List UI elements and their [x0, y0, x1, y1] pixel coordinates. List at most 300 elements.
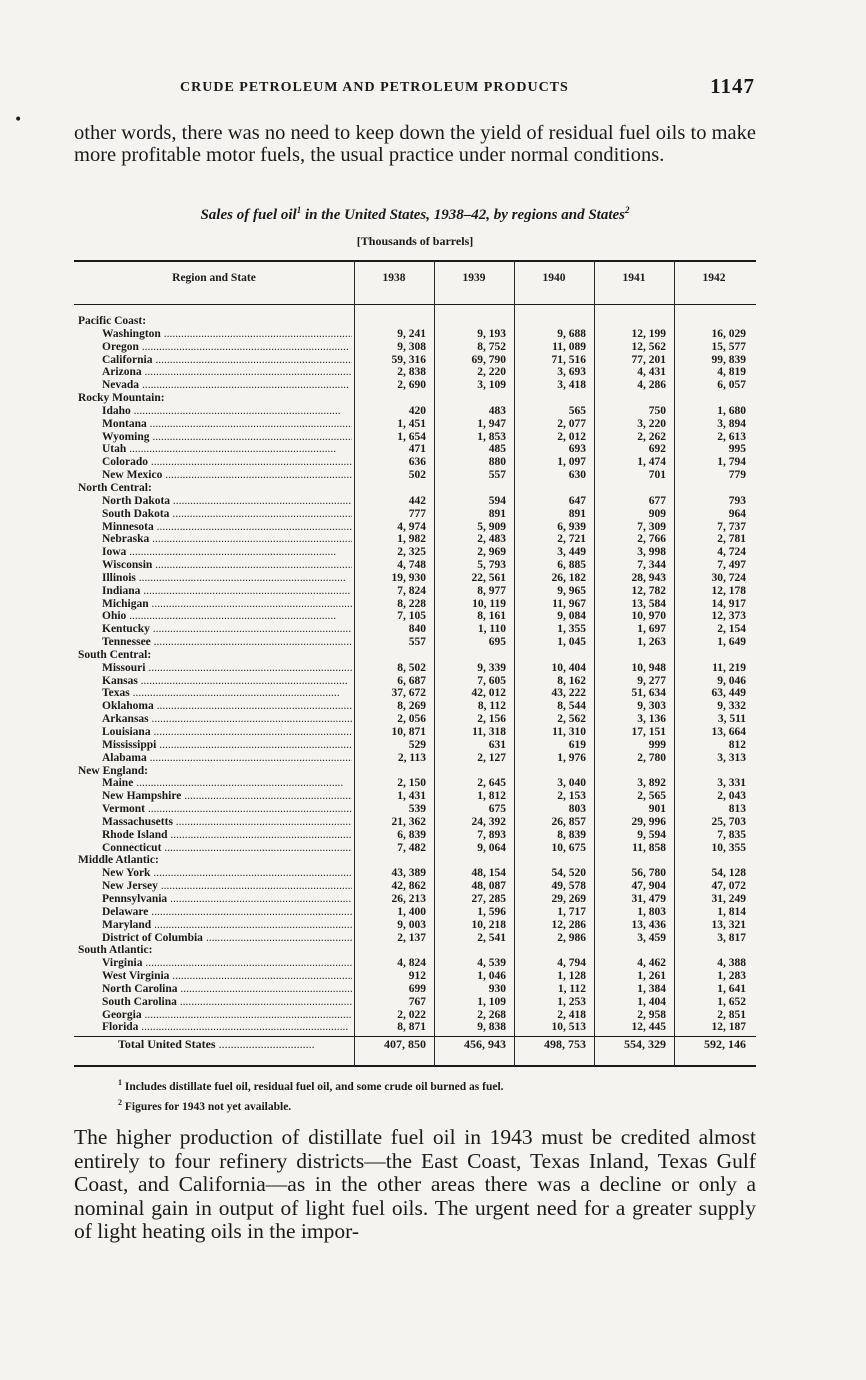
state-label: South Dakota .....	[102, 508, 352, 520]
table-row	[74, 598, 756, 611]
cell-1940: 2, 418	[557, 1008, 586, 1021]
cell-1939: 675	[488, 803, 506, 816]
cell-1940: 9, 965	[557, 584, 586, 597]
cell-1938: 6, 687	[397, 674, 426, 687]
region-row	[74, 765, 756, 778]
cell-1938: 26, 213	[391, 892, 426, 905]
cell-1940: 71, 516	[551, 353, 586, 366]
footnote-1	[118, 1075, 504, 1095]
column-header-1938: 1938	[382, 272, 406, 284]
table-row	[74, 366, 756, 379]
cell-1942: 13, 321	[711, 918, 746, 931]
state-label: Nevada .....	[102, 379, 352, 391]
cell-1938: 21, 362	[391, 815, 426, 828]
region-row	[74, 649, 756, 662]
cell-1941: 3, 136	[637, 713, 666, 726]
total-row	[74, 1037, 756, 1055]
table-row	[74, 726, 756, 739]
state-label: Nebraska .....	[102, 533, 352, 545]
cell-1938: 10, 871	[391, 726, 426, 738]
cell-1941: 13, 584	[631, 597, 666, 610]
cell-1938: 420	[408, 404, 426, 417]
cell-1941: 1, 261	[637, 970, 666, 983]
state-label: North Carolina .....	[102, 983, 352, 995]
cell-1938: 1, 400	[397, 905, 426, 918]
cell-1942: 9, 046	[717, 674, 746, 687]
cell-1940: 1, 128	[557, 970, 586, 983]
state-label: Washington .....	[102, 328, 352, 340]
cell-1939: 10, 119	[472, 597, 506, 610]
cell-1940: 1, 045	[557, 636, 586, 649]
cell-1941: 1, 384	[637, 982, 666, 995]
state-label: District of Columbia .....	[102, 932, 352, 944]
table-row	[74, 379, 756, 392]
table-row	[74, 610, 756, 623]
table-title-rest: in the United States, 1938–42, by regions and States	[301, 207, 626, 223]
cell-1941: 9, 594	[637, 828, 666, 841]
cell-1938: 7, 824	[397, 584, 426, 597]
region-label: North Central:	[78, 481, 152, 494]
cell-1941: 11, 858	[632, 841, 666, 854]
cell-1939: 69, 790	[471, 353, 506, 366]
cell-1942: 30, 724	[711, 571, 746, 584]
state-label: Arkansas .....	[102, 713, 352, 725]
cell-1940: 693	[568, 443, 586, 456]
cell-1942: 31, 249	[711, 892, 746, 905]
state-label: Idaho .....	[102, 405, 352, 417]
state-label: Maryland .....	[102, 919, 352, 931]
cell-1940: 10, 675	[551, 841, 586, 854]
cell-1941: 51, 634	[631, 687, 666, 700]
table-header-rule	[74, 304, 756, 305]
cell-1941: 701	[648, 469, 666, 482]
column-header-1941: 1941	[622, 272, 646, 284]
region-label: Middle Atlantic:	[78, 854, 159, 867]
cell-1940: 2, 153	[557, 790, 586, 803]
table-row	[74, 431, 756, 444]
cell-1939: 1, 109	[477, 995, 506, 1008]
cell-1940: 9, 688	[557, 327, 586, 340]
cell-1938: 19, 930	[391, 571, 426, 584]
cell-1940: 26, 182	[551, 571, 586, 584]
cell-1941: 7, 344	[637, 559, 666, 572]
region-row	[74, 854, 756, 867]
cell-1941: 7, 309	[637, 520, 666, 533]
cell-1938: 9, 003	[397, 918, 426, 931]
cell-1939: 8, 112	[477, 700, 506, 713]
cell-1938: 529	[408, 738, 426, 751]
cell-1939: 8, 977	[477, 584, 506, 597]
cell-1941: 9, 303	[637, 700, 666, 713]
column-header-1939: 1939	[462, 272, 486, 284]
footnote-1-text: Includes distillate fuel oil, residual fuel oil, and some crude oil burned as fuel.	[122, 1080, 504, 1093]
region-row	[74, 392, 756, 405]
cell-1942: 12, 373	[711, 610, 746, 623]
state-label: California .....	[102, 354, 352, 366]
cell-1940: 43, 222	[551, 687, 586, 700]
state-label: New Hampshire .....	[102, 790, 352, 802]
state-label: Louisiana .....	[102, 726, 352, 738]
cell-1940: 2, 562	[557, 713, 586, 726]
cell-1942: 2, 613	[717, 430, 746, 443]
table-row	[74, 623, 756, 636]
cell-1941: 4, 286	[637, 379, 666, 392]
cell-1941: 10, 948	[631, 661, 666, 674]
cell-1941: 77, 201	[631, 353, 666, 366]
cell-1938: 539	[408, 803, 426, 816]
cell-1938: 2, 150	[397, 777, 426, 790]
state-label: South Carolina .....	[102, 996, 352, 1008]
state-label: Missouri .....	[102, 662, 352, 674]
cell-1938: 912	[408, 970, 426, 983]
cell-1938: 6, 839	[397, 828, 426, 841]
cell-1939: 1, 947	[477, 417, 506, 430]
table-row	[74, 675, 756, 688]
cell-1938: 8, 871	[397, 1021, 426, 1034]
column-header-1940: 1940	[542, 272, 566, 284]
cell-1941: 12, 199	[631, 327, 666, 340]
cell-1940: 29, 269	[551, 892, 586, 905]
cell-1938: 1, 654	[397, 430, 426, 443]
cell-1940: 6, 939	[557, 520, 586, 533]
state-label: Arizona .....	[102, 366, 352, 378]
cell-1940: 565	[568, 404, 586, 417]
cell-1939: 11, 318	[472, 726, 506, 738]
state-label: Tennessee .....	[102, 636, 352, 648]
cell-1941: 2, 565	[637, 790, 666, 803]
cell-1941: 1, 404	[637, 995, 666, 1008]
cell-1939: 9, 064	[477, 841, 506, 854]
cell-1939: 631	[488, 738, 506, 751]
cell-1941: 901	[648, 803, 666, 816]
cell-1942: 3, 817	[717, 931, 746, 944]
cell-1939: 2, 127	[477, 751, 506, 764]
cell-1942: 54, 128	[711, 867, 746, 880]
cell-1940: 8, 839	[557, 828, 586, 841]
cell-1939: 485	[488, 443, 506, 456]
state-label: Georgia .....	[102, 1009, 352, 1021]
total-1941: 554, 329	[624, 1037, 666, 1051]
cell-1941: 12, 562	[631, 340, 666, 353]
cell-1939: 27, 285	[471, 892, 506, 905]
cell-1942: 25, 703	[711, 815, 746, 828]
cell-1939: 483	[488, 404, 506, 417]
cell-1941: 31, 479	[631, 892, 666, 905]
cell-1939: 1, 596	[477, 905, 506, 918]
cell-1939: 2, 156	[477, 713, 506, 726]
state-label: Wisconsin .....	[102, 559, 352, 571]
cell-1941: 2, 958	[637, 1008, 666, 1021]
cell-1939: 48, 087	[471, 880, 506, 893]
total-label: Total United States .....	[118, 1037, 348, 1052]
cell-1940: 4, 794	[557, 957, 586, 970]
cell-1939: 1, 046	[477, 970, 506, 983]
cell-1942: 15, 577	[711, 340, 746, 353]
table-row	[74, 636, 756, 649]
cell-1941: 4, 431	[637, 366, 666, 379]
cell-1938: 557	[408, 636, 426, 649]
cell-1942: 12, 187	[711, 1021, 746, 1034]
cell-1940: 3, 693	[557, 366, 586, 379]
cell-1942: 1, 649	[717, 636, 746, 649]
cell-1939: 891	[488, 507, 506, 520]
cell-1938: 442	[408, 494, 426, 507]
footnote-2-text: Figures for 1943 not yet available.	[122, 1100, 292, 1113]
table-title	[74, 205, 756, 224]
cell-1942: 14, 917	[711, 597, 746, 610]
cell-1942: 1, 283	[717, 970, 746, 983]
state-label: West Virginia .....	[102, 970, 352, 982]
total-1942: 592, 146	[704, 1037, 746, 1051]
cell-1942: 813	[728, 803, 746, 816]
state-label: Vermont .....	[102, 803, 352, 815]
cell-1942: 2, 043	[717, 790, 746, 803]
cell-1942: 99, 839	[711, 353, 746, 366]
cell-1939: 1, 812	[477, 790, 506, 803]
state-label: Kansas .....	[102, 675, 352, 687]
table-row	[74, 687, 756, 700]
cell-1939: 9, 339	[477, 661, 506, 674]
cell-1942: 1, 652	[717, 995, 746, 1008]
table-row	[74, 790, 756, 803]
cell-1941: 13, 436	[631, 918, 666, 931]
state-label: Ohio .....	[102, 610, 352, 622]
table-row	[74, 816, 756, 829]
cell-1940: 2, 012	[557, 430, 586, 443]
cell-1942: 812	[728, 738, 746, 751]
state-label: Oregon .....	[102, 341, 352, 353]
cell-1939: 8, 752	[477, 340, 506, 353]
cell-1940: 1, 717	[557, 905, 586, 918]
cell-1938: 471	[408, 443, 426, 456]
total-1938: 407, 850	[384, 1037, 426, 1051]
cell-1939: 1, 110	[477, 623, 506, 636]
state-label: Indiana .....	[102, 585, 352, 597]
state-label: Pennsylvania .....	[102, 893, 352, 905]
cell-1942: 779	[728, 469, 746, 482]
cell-1942: 2, 154	[717, 623, 746, 636]
cell-1941: 4, 462	[637, 957, 666, 970]
cell-1941: 1, 697	[637, 623, 666, 636]
cell-1939: 695	[488, 636, 506, 649]
cell-1939: 557	[488, 469, 506, 482]
cell-1941: 692	[648, 443, 666, 456]
cell-1938: 9, 241	[397, 327, 426, 340]
cell-1938: 7, 482	[397, 841, 426, 854]
running-title: CRUDE PETROLEUM AND PETROLEUM PRODUCTS	[180, 80, 569, 95]
cell-1940: 630	[568, 469, 586, 482]
table-row	[74, 521, 756, 534]
cell-1939: 9, 193	[477, 327, 506, 340]
cell-1942: 1, 641	[717, 982, 746, 995]
column-header-region: Region and State	[172, 272, 256, 284]
cell-1941: 3, 220	[637, 417, 666, 430]
table-row	[74, 469, 756, 482]
cell-1939: 1, 853	[477, 430, 506, 443]
table-row	[74, 328, 756, 341]
cell-1939: 930	[488, 982, 506, 995]
region-label: Pacific Coast:	[78, 315, 147, 327]
paragraph-bottom: The higher production of distillate fuel oil in 1943 must be credited almost entirely to four refinery districts—the East Coast, Texas Inland, Texas Gulf Coast, and California—as in the other areas there was a decline or only a nominal gain in output of light fuel oils. The urgent need for a greater supply of light heating oils in the impor-	[74, 1125, 756, 1243]
state-label: North Dakota .....	[102, 495, 352, 507]
cell-1941: 3, 998	[637, 546, 666, 559]
table-row	[74, 957, 756, 970]
cell-1940: 2, 077	[557, 417, 586, 430]
cell-1940: 3, 418	[557, 379, 586, 392]
cell-1938: 8, 502	[397, 661, 426, 674]
cell-1942: 3, 331	[717, 777, 746, 790]
cell-1938: 2, 113	[397, 751, 426, 764]
region-row	[74, 482, 756, 495]
total-1939: 456, 943	[464, 1037, 506, 1051]
state-label: Michigan .....	[102, 598, 352, 610]
cell-1940: 803	[568, 803, 586, 816]
table-row	[74, 546, 756, 559]
cell-1938: 42, 862	[391, 880, 426, 893]
state-label: Maine .....	[102, 777, 352, 789]
cell-1939: 42, 012	[471, 687, 506, 700]
cell-1941: 750	[648, 404, 666, 417]
cell-1938: 7, 105	[397, 610, 426, 623]
cell-1940: 2, 721	[557, 533, 586, 546]
cell-1938: 502	[408, 469, 426, 482]
cell-1940: 11, 310	[552, 726, 586, 738]
cell-1940: 9, 084	[557, 610, 586, 623]
cell-1938: 1, 431	[397, 790, 426, 803]
cell-1938: 4, 974	[397, 520, 426, 533]
cell-1940: 1, 355	[557, 623, 586, 636]
table-row	[74, 572, 756, 585]
cell-1939: 5, 909	[477, 520, 506, 533]
cell-1941: 17, 151	[631, 726, 666, 738]
total-1940: 498, 753	[544, 1037, 586, 1051]
cell-1942: 7, 497	[717, 559, 746, 572]
state-label: Wyoming .....	[102, 431, 352, 443]
cell-1939: 8, 161	[477, 610, 506, 623]
table-row	[74, 1021, 756, 1034]
state-label: New York .....	[102, 867, 352, 879]
cell-1942: 4, 388	[717, 957, 746, 970]
table-row	[74, 585, 756, 598]
cell-1938: 8, 269	[397, 700, 426, 713]
cell-1939: 48, 154	[471, 867, 506, 880]
cell-1938: 1, 982	[397, 533, 426, 546]
cell-1942: 3, 894	[717, 417, 746, 430]
cell-1939: 3, 109	[477, 379, 506, 392]
cell-1941: 1, 474	[637, 456, 666, 469]
table-row	[74, 456, 756, 469]
table-row	[74, 829, 756, 842]
cell-1938: 840	[408, 623, 426, 636]
table-row	[74, 700, 756, 713]
table-row	[74, 443, 756, 456]
cell-1940: 1, 097	[557, 456, 586, 469]
table-row	[74, 713, 756, 726]
cell-1939: 2, 969	[477, 546, 506, 559]
cell-1940: 6, 885	[557, 559, 586, 572]
table-top-rule	[74, 260, 756, 262]
cell-1940: 647	[568, 494, 586, 507]
table-title-text: Sales of fuel oil	[200, 207, 297, 223]
cell-1940: 619	[568, 738, 586, 751]
table-row	[74, 919, 756, 932]
cell-1938: 2, 690	[397, 379, 426, 392]
cell-1942: 1, 814	[717, 905, 746, 918]
page-number: 1147	[710, 74, 755, 98]
table-row	[74, 354, 756, 367]
cell-1942: 1, 680	[717, 404, 746, 417]
cell-1942: 9, 332	[717, 700, 746, 713]
footnote-2	[118, 1095, 504, 1115]
state-label: Rhode Island .....	[102, 829, 352, 841]
cell-1942: 964	[728, 507, 746, 520]
cell-1938: 699	[408, 982, 426, 995]
paragraph-top: other words, there was no need to keep down the yield of residual fuel oils to make more profitable motor fuels, the usual practice under normal conditions.	[74, 122, 756, 166]
table-row	[74, 533, 756, 546]
table-bottom-rule	[74, 1065, 756, 1067]
cell-1941: 12, 782	[631, 584, 666, 597]
state-label: Minnesota .....	[102, 521, 352, 533]
cell-1942: 4, 724	[717, 546, 746, 559]
cell-1940: 1, 976	[557, 751, 586, 764]
cell-1940: 10, 404	[551, 661, 586, 674]
table-footnotes	[118, 1075, 504, 1115]
cell-1942: 4, 819	[717, 366, 746, 379]
cell-1938: 37, 672	[391, 687, 426, 700]
table-units: [Thousands of barrels]	[356, 234, 474, 248]
state-label: Illinois .....	[102, 572, 352, 584]
cell-1938: 777	[408, 507, 426, 520]
table-row	[74, 777, 756, 790]
state-label: Florida .....	[102, 1021, 352, 1033]
cell-1942: 3, 511	[717, 713, 746, 726]
cell-1940: 2, 986	[557, 931, 586, 944]
table-row	[74, 559, 756, 572]
table-row	[74, 983, 756, 996]
cell-1939: 22, 561	[471, 571, 506, 584]
cell-1942: 995	[728, 443, 746, 456]
cell-1939: 880	[488, 456, 506, 469]
state-label: Mississippi .....	[102, 739, 352, 751]
cell-1939: 5, 793	[477, 559, 506, 572]
table-row	[74, 932, 756, 945]
table-row	[74, 880, 756, 893]
cell-1940: 1, 253	[557, 995, 586, 1008]
cell-1939: 24, 392	[471, 815, 506, 828]
cell-1941: 28, 943	[631, 571, 666, 584]
cell-1939: 2, 541	[477, 931, 506, 944]
cell-1940: 3, 040	[557, 777, 586, 790]
margin-bullet: •	[14, 112, 23, 128]
cell-1939: 2, 268	[477, 1008, 506, 1021]
table-row	[74, 906, 756, 919]
column-header-1942: 1942	[702, 272, 726, 284]
cell-1941: 10, 970	[631, 610, 666, 623]
cell-1942: 63, 449	[711, 687, 746, 700]
cell-1940: 8, 162	[557, 674, 586, 687]
table-row	[74, 752, 756, 765]
cell-1941: 29, 996	[631, 815, 666, 828]
cell-1942: 7, 835	[717, 828, 746, 841]
cell-1940: 3, 449	[557, 546, 586, 559]
footnote-1-mark: 1	[118, 1078, 122, 1087]
region-label: South Central:	[78, 648, 152, 661]
table-row	[74, 662, 756, 675]
state-label: Kentucky .....	[102, 623, 352, 635]
cell-1942: 6, 057	[717, 379, 746, 392]
state-label: Colorado .....	[102, 456, 352, 468]
table-row	[74, 803, 756, 816]
